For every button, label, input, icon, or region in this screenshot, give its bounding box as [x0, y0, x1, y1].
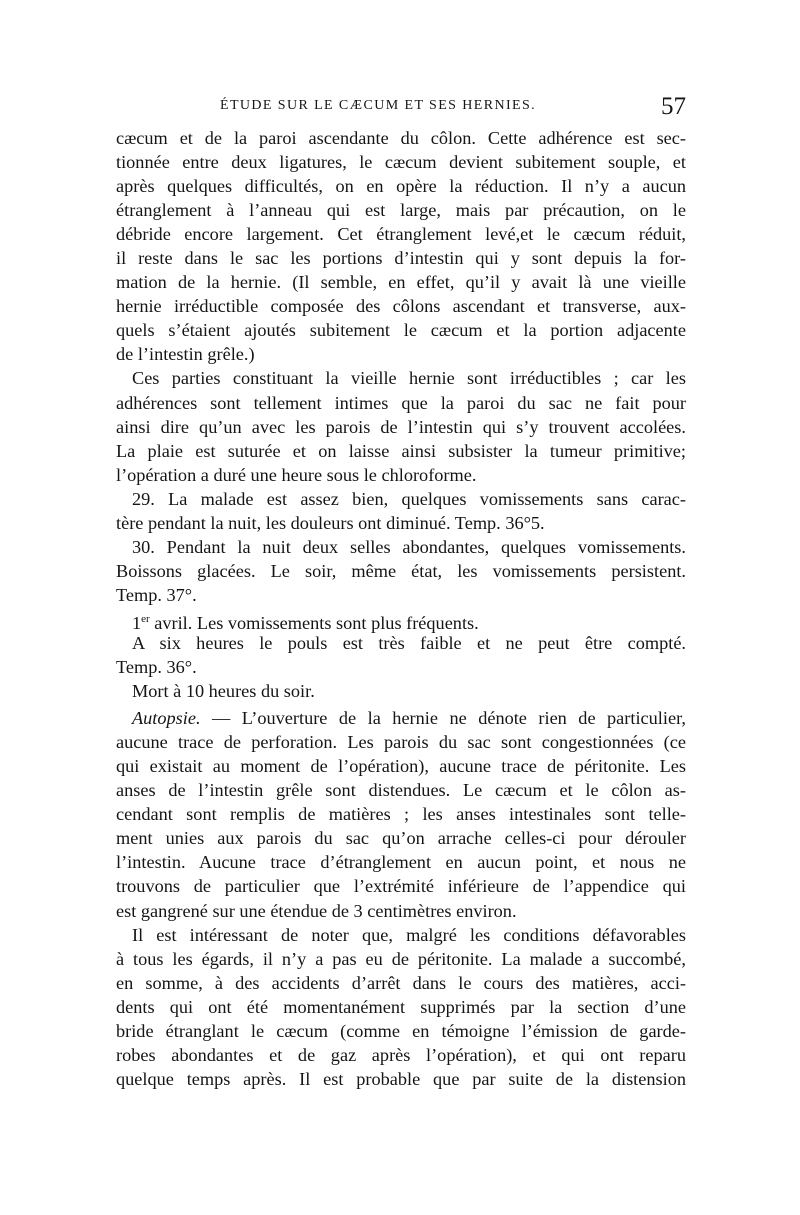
text-line: dents qui ont été momentanément supprimés par la section d’une [116, 996, 686, 1017]
text-line: adhérences sont tellement intimes que la paroi du sac ne fait pour [116, 392, 686, 413]
text-line: débride encore largement. Cet étranglement levé,et le cæcum réduit, [116, 224, 686, 245]
text-line: ment unies aux parois du sac qu’on arrache celles-ci pour dérouler [116, 828, 686, 849]
text-line: tionnée entre deux ligatures, le cæcum devient subitement souple, et [116, 152, 686, 173]
text-line: Boissons glacées. Le soir, même état, les vomissements persistent. [116, 560, 686, 581]
text-line: Temp. 36°. [116, 657, 197, 678]
text-line: A six heures le pouls est très faible et ne peut être compté. [132, 632, 686, 653]
body-text [116, 126, 686, 1091]
text-line: bride étranglant le cæcum (comme en témoigne l’émission de garde- [116, 1020, 686, 1041]
text-line: en somme, à des accidents d’arrêt dans le cours des matières, acci- [116, 972, 686, 993]
text-line: quelque temps après. Il est probable que par suite de la distension [116, 1068, 686, 1089]
page-number: 57 [661, 93, 686, 120]
autopsy-line-text: — L’ouverture de la hernie ne dénote rien de particulier, [212, 708, 686, 729]
running-title: ÉTUDE SUR LE CÆCUM ET SES HERNIES. [220, 98, 537, 113]
text-line: 29. La malade est assez bien, quelques vomissements sans carac- [132, 488, 686, 509]
text-line: il reste dans le sac les portions d’intestin qui y sont depuis la for- [116, 248, 686, 269]
april-day-number: 1 [132, 612, 142, 633]
text-line: qui existait au moment de l’opération), aucune trace de péritonite. Les [116, 756, 686, 777]
text-line: Temp. 37°. [116, 584, 197, 605]
text-line: trouvons de particulier que l’extrémité inférieure de l’appendice qui [116, 876, 686, 897]
text-line-autopsy [116, 706, 686, 730]
text-line: l’intestin. Aucune trace d’étranglement en aucun point, et nous ne [116, 852, 686, 873]
autopsy-label: Autopsie. [132, 708, 201, 729]
text-line: après quelques difficultés, on en opère la réduction. Il n’y a aucun [116, 176, 686, 197]
running-header [116, 93, 686, 120]
text-line: Mort à 10 heures du soir. [132, 681, 315, 702]
text-line: cendant sont remplis de matières ; les anses intestinales sont telle- [116, 804, 686, 825]
text-line-april [116, 607, 686, 631]
text-line: hernie irréductible composée des côlons ascendant et transverse, aux- [116, 296, 686, 317]
text-line: 30. Pendant la nuit deux selles abondantes, quelques vomissements. [132, 536, 686, 557]
text-line: aucune trace de perforation. Les parois du sac sont congestionnées (ce [116, 732, 686, 753]
text-line: à tous les égards, il n’y a pas eu de péritonite. La malade a succombé, [116, 948, 686, 969]
text-line: quels s’étaient ajoutés subitement le cæcum et la portion adjacente [116, 320, 686, 341]
text-line: est gangrené sur une étendue de 3 centimètres environ. [116, 900, 517, 921]
text-line: mation de la hernie. (Il semble, en effet, qu’il y avait là une vieille [116, 272, 686, 293]
text-line: robes abondantes et de gaz après l’opération), et qui ont reparu [116, 1044, 686, 1065]
text-line: cæcum et de la paroi ascendante du côlon. Cette adhérence est sec- [116, 128, 686, 148]
text-line: La plaie est suturée et on laisse ainsi subsister la tumeur primitive; [116, 440, 686, 461]
text-line: étranglement à l’anneau qui est large, mais par précaution, on le [116, 200, 686, 221]
text-line: de l’intestin grêle.) [116, 344, 255, 365]
text-line: l’opération a duré une heure sous le chloroforme. [116, 464, 477, 485]
text-line: tère pendant la nuit, les douleurs ont diminué. Temp. 36°5. [116, 512, 545, 533]
text-line: ainsi dire qu’un avec les parois de l’intestin qui s’y trouvent accolées. [116, 416, 686, 437]
april-day-superscript: er [141, 612, 150, 625]
text-line: Ces parties constituant la vieille hernie sont irréductibles ; car les [132, 368, 686, 389]
april-line-text: avril. Les vomissements sont plus fréquents. [154, 612, 479, 633]
text-line: anses de l’intestin grêle sont distendues. Le cæcum et le côlon as- [116, 780, 686, 801]
text-line: Il est intéressant de noter que, malgré les conditions défavorables [132, 924, 686, 945]
